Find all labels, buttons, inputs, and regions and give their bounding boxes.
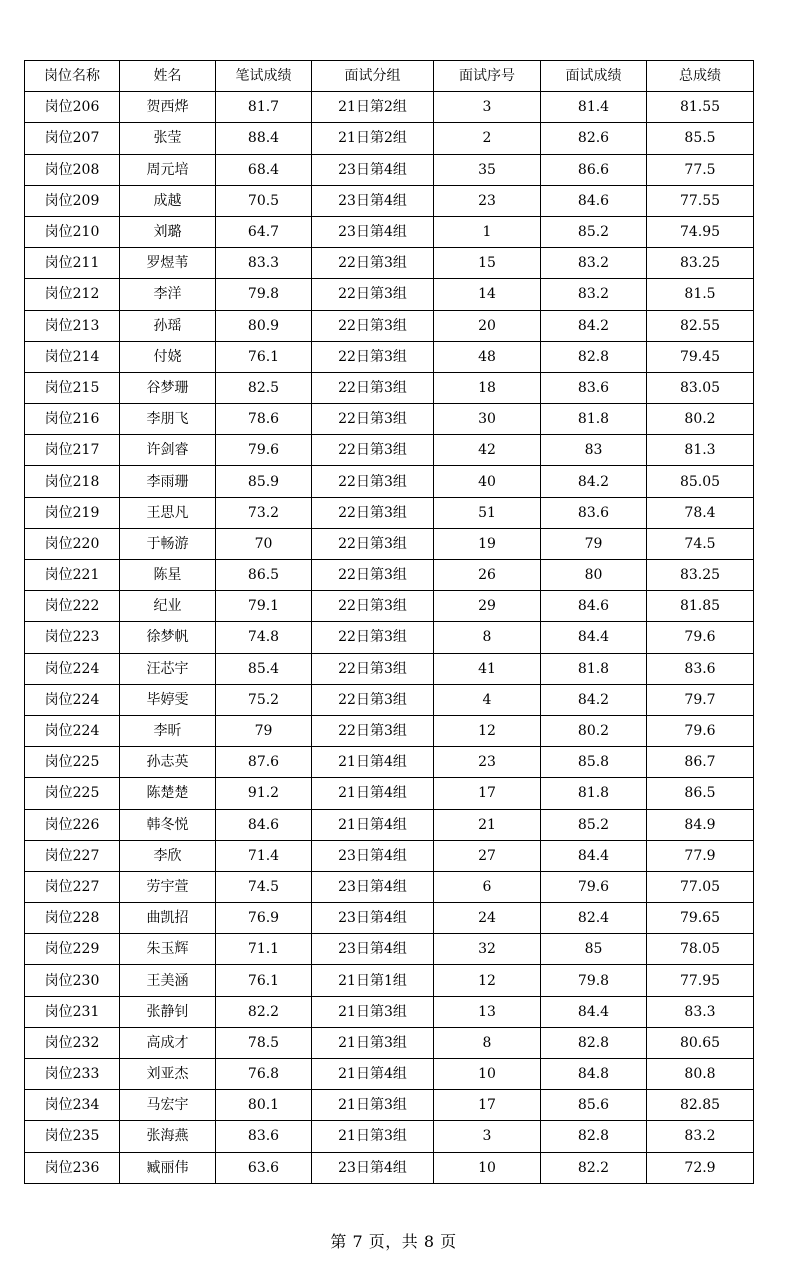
cell-post-name: 岗位211: [25, 248, 120, 279]
cell-interview-score: 85.2: [541, 216, 647, 247]
cell-name: 罗煜苇: [120, 248, 216, 279]
cell-interview-number: 27: [434, 840, 541, 871]
cell-interview-number: 17: [434, 1090, 541, 1121]
cell-total-score: 81.3: [647, 435, 754, 466]
cell-total-score: 78.05: [647, 934, 754, 965]
cell-total-score: 82.85: [647, 1090, 754, 1121]
cell-interview-number: 13: [434, 996, 541, 1027]
cell-interview-number: 20: [434, 310, 541, 341]
cell-interview-score: 85.6: [541, 1090, 647, 1121]
cell-post-name: 岗位223: [25, 622, 120, 653]
cell-interview-group: 21日第1组: [312, 965, 434, 996]
cell-interview-score: 83.6: [541, 497, 647, 528]
cell-written-score: 82.2: [216, 996, 312, 1027]
cell-written-score: 73.2: [216, 497, 312, 528]
cell-total-score: 74.5: [647, 528, 754, 559]
cell-name: 李洋: [120, 279, 216, 310]
cell-interview-group: 22日第3组: [312, 684, 434, 715]
cell-interview-score: 79.8: [541, 965, 647, 996]
cell-interview-number: 15: [434, 248, 541, 279]
table-row: [25, 341, 754, 372]
table-row: [25, 809, 754, 840]
cell-post-name: 岗位214: [25, 341, 120, 372]
cell-interview-score: 83.6: [541, 372, 647, 403]
cell-name: 孙志英: [120, 747, 216, 778]
header-row: [25, 61, 754, 92]
table-row: [25, 528, 754, 559]
cell-interview-score: 83: [541, 435, 647, 466]
cell-interview-number: 1: [434, 216, 541, 247]
cell-post-name: 岗位210: [25, 216, 120, 247]
cell-interview-group: 22日第3组: [312, 372, 434, 403]
cell-interview-group: 22日第3组: [312, 715, 434, 746]
cell-total-score: 85.5: [647, 123, 754, 154]
cell-interview-score: 85: [541, 934, 647, 965]
cell-name: 王思凡: [120, 497, 216, 528]
cell-name: 王美涵: [120, 965, 216, 996]
cell-interview-group: 22日第3组: [312, 310, 434, 341]
cell-written-score: 80.9: [216, 310, 312, 341]
table-row: [25, 497, 754, 528]
cell-interview-group: 22日第3组: [312, 279, 434, 310]
cell-total-score: 83.25: [647, 560, 754, 591]
cell-interview-group: 23日第4组: [312, 1152, 434, 1183]
cell-total-score: 81.55: [647, 92, 754, 123]
table-row: [25, 715, 754, 746]
cell-post-name: 岗位219: [25, 497, 120, 528]
cell-interview-group: 22日第3组: [312, 466, 434, 497]
cell-name: 纪业: [120, 591, 216, 622]
cell-written-score: 88.4: [216, 123, 312, 154]
cell-written-score: 80.1: [216, 1090, 312, 1121]
table-row: [25, 1121, 754, 1152]
cell-post-name: 岗位209: [25, 185, 120, 216]
column-header-written-score: 笔试成绩: [216, 61, 312, 92]
cell-written-score: 74.5: [216, 871, 312, 902]
cell-total-score: 80.2: [647, 404, 754, 435]
cell-written-score: 74.8: [216, 622, 312, 653]
cell-written-score: 79.8: [216, 279, 312, 310]
cell-written-score: 76.9: [216, 903, 312, 934]
cell-name: 周元培: [120, 154, 216, 185]
cell-post-name: 岗位227: [25, 840, 120, 871]
table-row: [25, 903, 754, 934]
table-row: [25, 778, 754, 809]
cell-interview-group: 23日第4组: [312, 840, 434, 871]
cell-written-score: 76.1: [216, 341, 312, 372]
cell-interview-number: 42: [434, 435, 541, 466]
cell-interview-score: 82.2: [541, 1152, 647, 1183]
cell-total-score: 83.2: [647, 1121, 754, 1152]
cell-name: 谷梦珊: [120, 372, 216, 403]
cell-interview-group: 23日第4组: [312, 216, 434, 247]
cell-post-name: 岗位215: [25, 372, 120, 403]
cell-interview-group: 23日第4组: [312, 185, 434, 216]
cell-written-score: 71.1: [216, 934, 312, 965]
cell-written-score: 85.9: [216, 466, 312, 497]
cell-interview-group: 21日第4组: [312, 778, 434, 809]
table-row: [25, 1059, 754, 1090]
cell-interview-group: 22日第3组: [312, 341, 434, 372]
cell-interview-number: 4: [434, 684, 541, 715]
cell-interview-group: 23日第4组: [312, 903, 434, 934]
cell-post-name: 岗位207: [25, 123, 120, 154]
cell-interview-group: 21日第4组: [312, 747, 434, 778]
cell-name: 陈星: [120, 560, 216, 591]
cell-interview-score: 83.2: [541, 279, 647, 310]
cell-interview-score: 84.4: [541, 622, 647, 653]
cell-post-name: 岗位218: [25, 466, 120, 497]
cell-written-score: 83.6: [216, 1121, 312, 1152]
cell-interview-score: 84.4: [541, 840, 647, 871]
cell-interview-score: 81.8: [541, 653, 647, 684]
cell-name: 毕婷雯: [120, 684, 216, 715]
cell-post-name: 岗位206: [25, 92, 120, 123]
cell-total-score: 72.9: [647, 1152, 754, 1183]
cell-interview-number: 3: [434, 1121, 541, 1152]
cell-total-score: 78.4: [647, 497, 754, 528]
column-header-interview-group: 面试分组: [312, 61, 434, 92]
cell-interview-number: 41: [434, 653, 541, 684]
cell-post-name: 岗位236: [25, 1152, 120, 1183]
cell-written-score: 75.2: [216, 684, 312, 715]
cell-written-score: 87.6: [216, 747, 312, 778]
cell-total-score: 79.6: [647, 715, 754, 746]
cell-interview-score: 84.8: [541, 1059, 647, 1090]
cell-post-name: 岗位234: [25, 1090, 120, 1121]
cell-post-name: 岗位229: [25, 934, 120, 965]
cell-total-score: 77.9: [647, 840, 754, 871]
table-row: [25, 92, 754, 123]
cell-name: 付娆: [120, 341, 216, 372]
cell-interview-score: 82.8: [541, 1121, 647, 1152]
cell-interview-number: 18: [434, 372, 541, 403]
cell-interview-group: 21日第3组: [312, 1027, 434, 1058]
table-row: [25, 216, 754, 247]
cell-post-name: 岗位226: [25, 809, 120, 840]
cell-interview-group: 21日第4组: [312, 809, 434, 840]
cell-name: 马宏宇: [120, 1090, 216, 1121]
cell-interview-group: 22日第3组: [312, 528, 434, 559]
cell-interview-number: 32: [434, 934, 541, 965]
cell-interview-score: 84.6: [541, 185, 647, 216]
cell-total-score: 83.3: [647, 996, 754, 1027]
cell-name: 李朋飞: [120, 404, 216, 435]
table-row: [25, 560, 754, 591]
cell-total-score: 85.05: [647, 466, 754, 497]
cell-interview-number: 17: [434, 778, 541, 809]
cell-name: 李雨珊: [120, 466, 216, 497]
cell-post-name: 岗位224: [25, 715, 120, 746]
cell-written-score: 84.6: [216, 809, 312, 840]
score-table: [24, 60, 754, 1184]
table-row: [25, 934, 754, 965]
cell-interview-score: 80.2: [541, 715, 647, 746]
cell-post-name: 岗位224: [25, 684, 120, 715]
cell-post-name: 岗位222: [25, 591, 120, 622]
cell-written-score: 78.6: [216, 404, 312, 435]
cell-name: 臧丽伟: [120, 1152, 216, 1183]
cell-name: 徐梦帆: [120, 622, 216, 653]
cell-interview-score: 84.6: [541, 591, 647, 622]
table-row: [25, 684, 754, 715]
cell-interview-number: 14: [434, 279, 541, 310]
cell-name: 刘璐: [120, 216, 216, 247]
cell-name: 李昕: [120, 715, 216, 746]
cell-post-name: 岗位225: [25, 778, 120, 809]
cell-post-name: 岗位216: [25, 404, 120, 435]
cell-name: 朱玉辉: [120, 934, 216, 965]
cell-interview-number: 48: [434, 341, 541, 372]
cell-total-score: 84.9: [647, 809, 754, 840]
cell-interview-number: 10: [434, 1152, 541, 1183]
cell-post-name: 岗位231: [25, 996, 120, 1027]
table-body: [25, 92, 754, 1184]
cell-interview-score: 85.8: [541, 747, 647, 778]
cell-written-score: 64.7: [216, 216, 312, 247]
cell-post-name: 岗位224: [25, 653, 120, 684]
table-row: [25, 123, 754, 154]
cell-interview-number: 30: [434, 404, 541, 435]
cell-interview-number: 23: [434, 185, 541, 216]
table-row: [25, 404, 754, 435]
cell-interview-number: 10: [434, 1059, 541, 1090]
table-row: [25, 965, 754, 996]
cell-interview-group: 21日第3组: [312, 1121, 434, 1152]
cell-post-name: 岗位221: [25, 560, 120, 591]
cell-name: 张静钊: [120, 996, 216, 1027]
table-row: [25, 185, 754, 216]
cell-total-score: 77.5: [647, 154, 754, 185]
cell-name: 刘亚杰: [120, 1059, 216, 1090]
table-row: [25, 1090, 754, 1121]
cell-interview-group: 23日第4组: [312, 154, 434, 185]
cell-post-name: 岗位233: [25, 1059, 120, 1090]
cell-name: 贺西烨: [120, 92, 216, 123]
table-row: [25, 591, 754, 622]
cell-post-name: 岗位227: [25, 871, 120, 902]
cell-interview-score: 84.4: [541, 996, 647, 1027]
cell-total-score: 83.6: [647, 653, 754, 684]
cell-interview-number: 35: [434, 154, 541, 185]
cell-interview-score: 80: [541, 560, 647, 591]
cell-written-score: 85.4: [216, 653, 312, 684]
cell-written-score: 68.4: [216, 154, 312, 185]
cell-interview-number: 2: [434, 123, 541, 154]
table-row: [25, 154, 754, 185]
cell-total-score: 79.6: [647, 622, 754, 653]
cell-total-score: 83.25: [647, 248, 754, 279]
cell-written-score: 79: [216, 715, 312, 746]
cell-post-name: 岗位220: [25, 528, 120, 559]
cell-total-score: 77.55: [647, 185, 754, 216]
cell-interview-group: 21日第3组: [312, 1090, 434, 1121]
cell-total-score: 83.05: [647, 372, 754, 403]
cell-interview-number: 12: [434, 715, 541, 746]
cell-interview-score: 82.8: [541, 1027, 647, 1058]
cell-written-score: 70: [216, 528, 312, 559]
column-header-post-name: 岗位名称: [25, 61, 120, 92]
cell-post-name: 岗位228: [25, 903, 120, 934]
cell-interview-score: 82.6: [541, 123, 647, 154]
cell-name: 孙瑶: [120, 310, 216, 341]
cell-written-score: 91.2: [216, 778, 312, 809]
cell-interview-number: 51: [434, 497, 541, 528]
cell-name: 张莹: [120, 123, 216, 154]
cell-written-score: 86.5: [216, 560, 312, 591]
cell-interview-group: 22日第3组: [312, 653, 434, 684]
table-row: [25, 622, 754, 653]
cell-post-name: 岗位208: [25, 154, 120, 185]
cell-total-score: 86.5: [647, 778, 754, 809]
cell-post-name: 岗位232: [25, 1027, 120, 1058]
cell-total-score: 77.95: [647, 965, 754, 996]
cell-interview-score: 83.2: [541, 248, 647, 279]
cell-written-score: 81.7: [216, 92, 312, 123]
cell-interview-group: 22日第3组: [312, 435, 434, 466]
cell-total-score: 81.5: [647, 279, 754, 310]
cell-interview-group: 22日第3组: [312, 248, 434, 279]
cell-interview-number: 23: [434, 747, 541, 778]
cell-interview-number: 19: [434, 528, 541, 559]
cell-interview-score: 82.4: [541, 903, 647, 934]
table-row: [25, 279, 754, 310]
cell-post-name: 岗位230: [25, 965, 120, 996]
table-row: [25, 871, 754, 902]
cell-interview-group: 22日第3组: [312, 497, 434, 528]
cell-name: 曲凯招: [120, 903, 216, 934]
cell-interview-number: 8: [434, 622, 541, 653]
cell-interview-group: 21日第4组: [312, 1059, 434, 1090]
cell-interview-group: 22日第3组: [312, 404, 434, 435]
table-row: [25, 1152, 754, 1183]
cell-interview-group: 21日第2组: [312, 123, 434, 154]
cell-written-score: 78.5: [216, 1027, 312, 1058]
page-number: 第 7 页，共 8 页: [330, 1232, 457, 1251]
cell-written-score: 79.6: [216, 435, 312, 466]
cell-total-score: 86.7: [647, 747, 754, 778]
cell-written-score: 82.5: [216, 372, 312, 403]
cell-written-score: 71.4: [216, 840, 312, 871]
cell-interview-score: 82.8: [541, 341, 647, 372]
cell-name: 韩冬悦: [120, 809, 216, 840]
table-row: [25, 310, 754, 341]
cell-interview-number: 26: [434, 560, 541, 591]
table-row: [25, 996, 754, 1027]
cell-post-name: 岗位235: [25, 1121, 120, 1152]
cell-name: 许剑睿: [120, 435, 216, 466]
cell-interview-number: 29: [434, 591, 541, 622]
cell-interview-score: 84.2: [541, 310, 647, 341]
cell-interview-score: 79.6: [541, 871, 647, 902]
column-header-interview-number: 面试序号: [434, 61, 541, 92]
cell-interview-group: 22日第3组: [312, 622, 434, 653]
cell-interview-number: 21: [434, 809, 541, 840]
cell-name: 李欣: [120, 840, 216, 871]
cell-post-name: 岗位212: [25, 279, 120, 310]
cell-interview-score: 81.8: [541, 404, 647, 435]
cell-name: 高成才: [120, 1027, 216, 1058]
cell-written-score: 83.3: [216, 248, 312, 279]
cell-name: 于畅游: [120, 528, 216, 559]
cell-total-score: 79.45: [647, 341, 754, 372]
cell-name: 陈楚楚: [120, 778, 216, 809]
cell-post-name: 岗位213: [25, 310, 120, 341]
cell-interview-group: 22日第3组: [312, 591, 434, 622]
table-row: [25, 1027, 754, 1058]
cell-interview-score: 84.2: [541, 466, 647, 497]
column-header-name: 姓名: [120, 61, 216, 92]
cell-post-name: 岗位225: [25, 747, 120, 778]
column-header-interview-score: 面试成绩: [541, 61, 647, 92]
cell-interview-score: 81.4: [541, 92, 647, 123]
cell-interview-group: 21日第2组: [312, 92, 434, 123]
cell-interview-number: 3: [434, 92, 541, 123]
cell-name: 汪芯宇: [120, 653, 216, 684]
cell-written-score: 79.1: [216, 591, 312, 622]
cell-interview-score: 86.6: [541, 154, 647, 185]
cell-interview-number: 12: [434, 965, 541, 996]
cell-interview-score: 79: [541, 528, 647, 559]
cell-name: 张海燕: [120, 1121, 216, 1152]
table-row: [25, 466, 754, 497]
table-row: [25, 248, 754, 279]
cell-interview-number: 6: [434, 871, 541, 902]
cell-interview-number: 40: [434, 466, 541, 497]
cell-total-score: 77.05: [647, 871, 754, 902]
cell-interview-score: 85.2: [541, 809, 647, 840]
table-row: [25, 840, 754, 871]
cell-interview-group: 23日第4组: [312, 871, 434, 902]
table-header: [25, 61, 754, 92]
cell-total-score: 74.95: [647, 216, 754, 247]
cell-interview-score: 84.2: [541, 684, 647, 715]
column-header-total-score: 总成绩: [647, 61, 754, 92]
cell-written-score: 76.8: [216, 1059, 312, 1090]
cell-interview-number: 8: [434, 1027, 541, 1058]
cell-total-score: 80.8: [647, 1059, 754, 1090]
cell-interview-group: 22日第3组: [312, 560, 434, 591]
cell-total-score: 79.65: [647, 903, 754, 934]
table-row: [25, 653, 754, 684]
table-row: [25, 747, 754, 778]
cell-interview-group: 23日第4组: [312, 934, 434, 965]
cell-total-score: 81.85: [647, 591, 754, 622]
cell-total-score: 82.55: [647, 310, 754, 341]
cell-name: 成越: [120, 185, 216, 216]
table-row: [25, 372, 754, 403]
cell-post-name: 岗位217: [25, 435, 120, 466]
cell-written-score: 70.5: [216, 185, 312, 216]
cell-total-score: 79.7: [647, 684, 754, 715]
cell-name: 劳宇萱: [120, 871, 216, 902]
cell-written-score: 76.1: [216, 965, 312, 996]
cell-interview-score: 81.8: [541, 778, 647, 809]
cell-written-score: 63.6: [216, 1152, 312, 1183]
cell-interview-group: 21日第3组: [312, 996, 434, 1027]
cell-interview-number: 24: [434, 903, 541, 934]
table-row: [25, 435, 754, 466]
cell-total-score: 80.65: [647, 1027, 754, 1058]
